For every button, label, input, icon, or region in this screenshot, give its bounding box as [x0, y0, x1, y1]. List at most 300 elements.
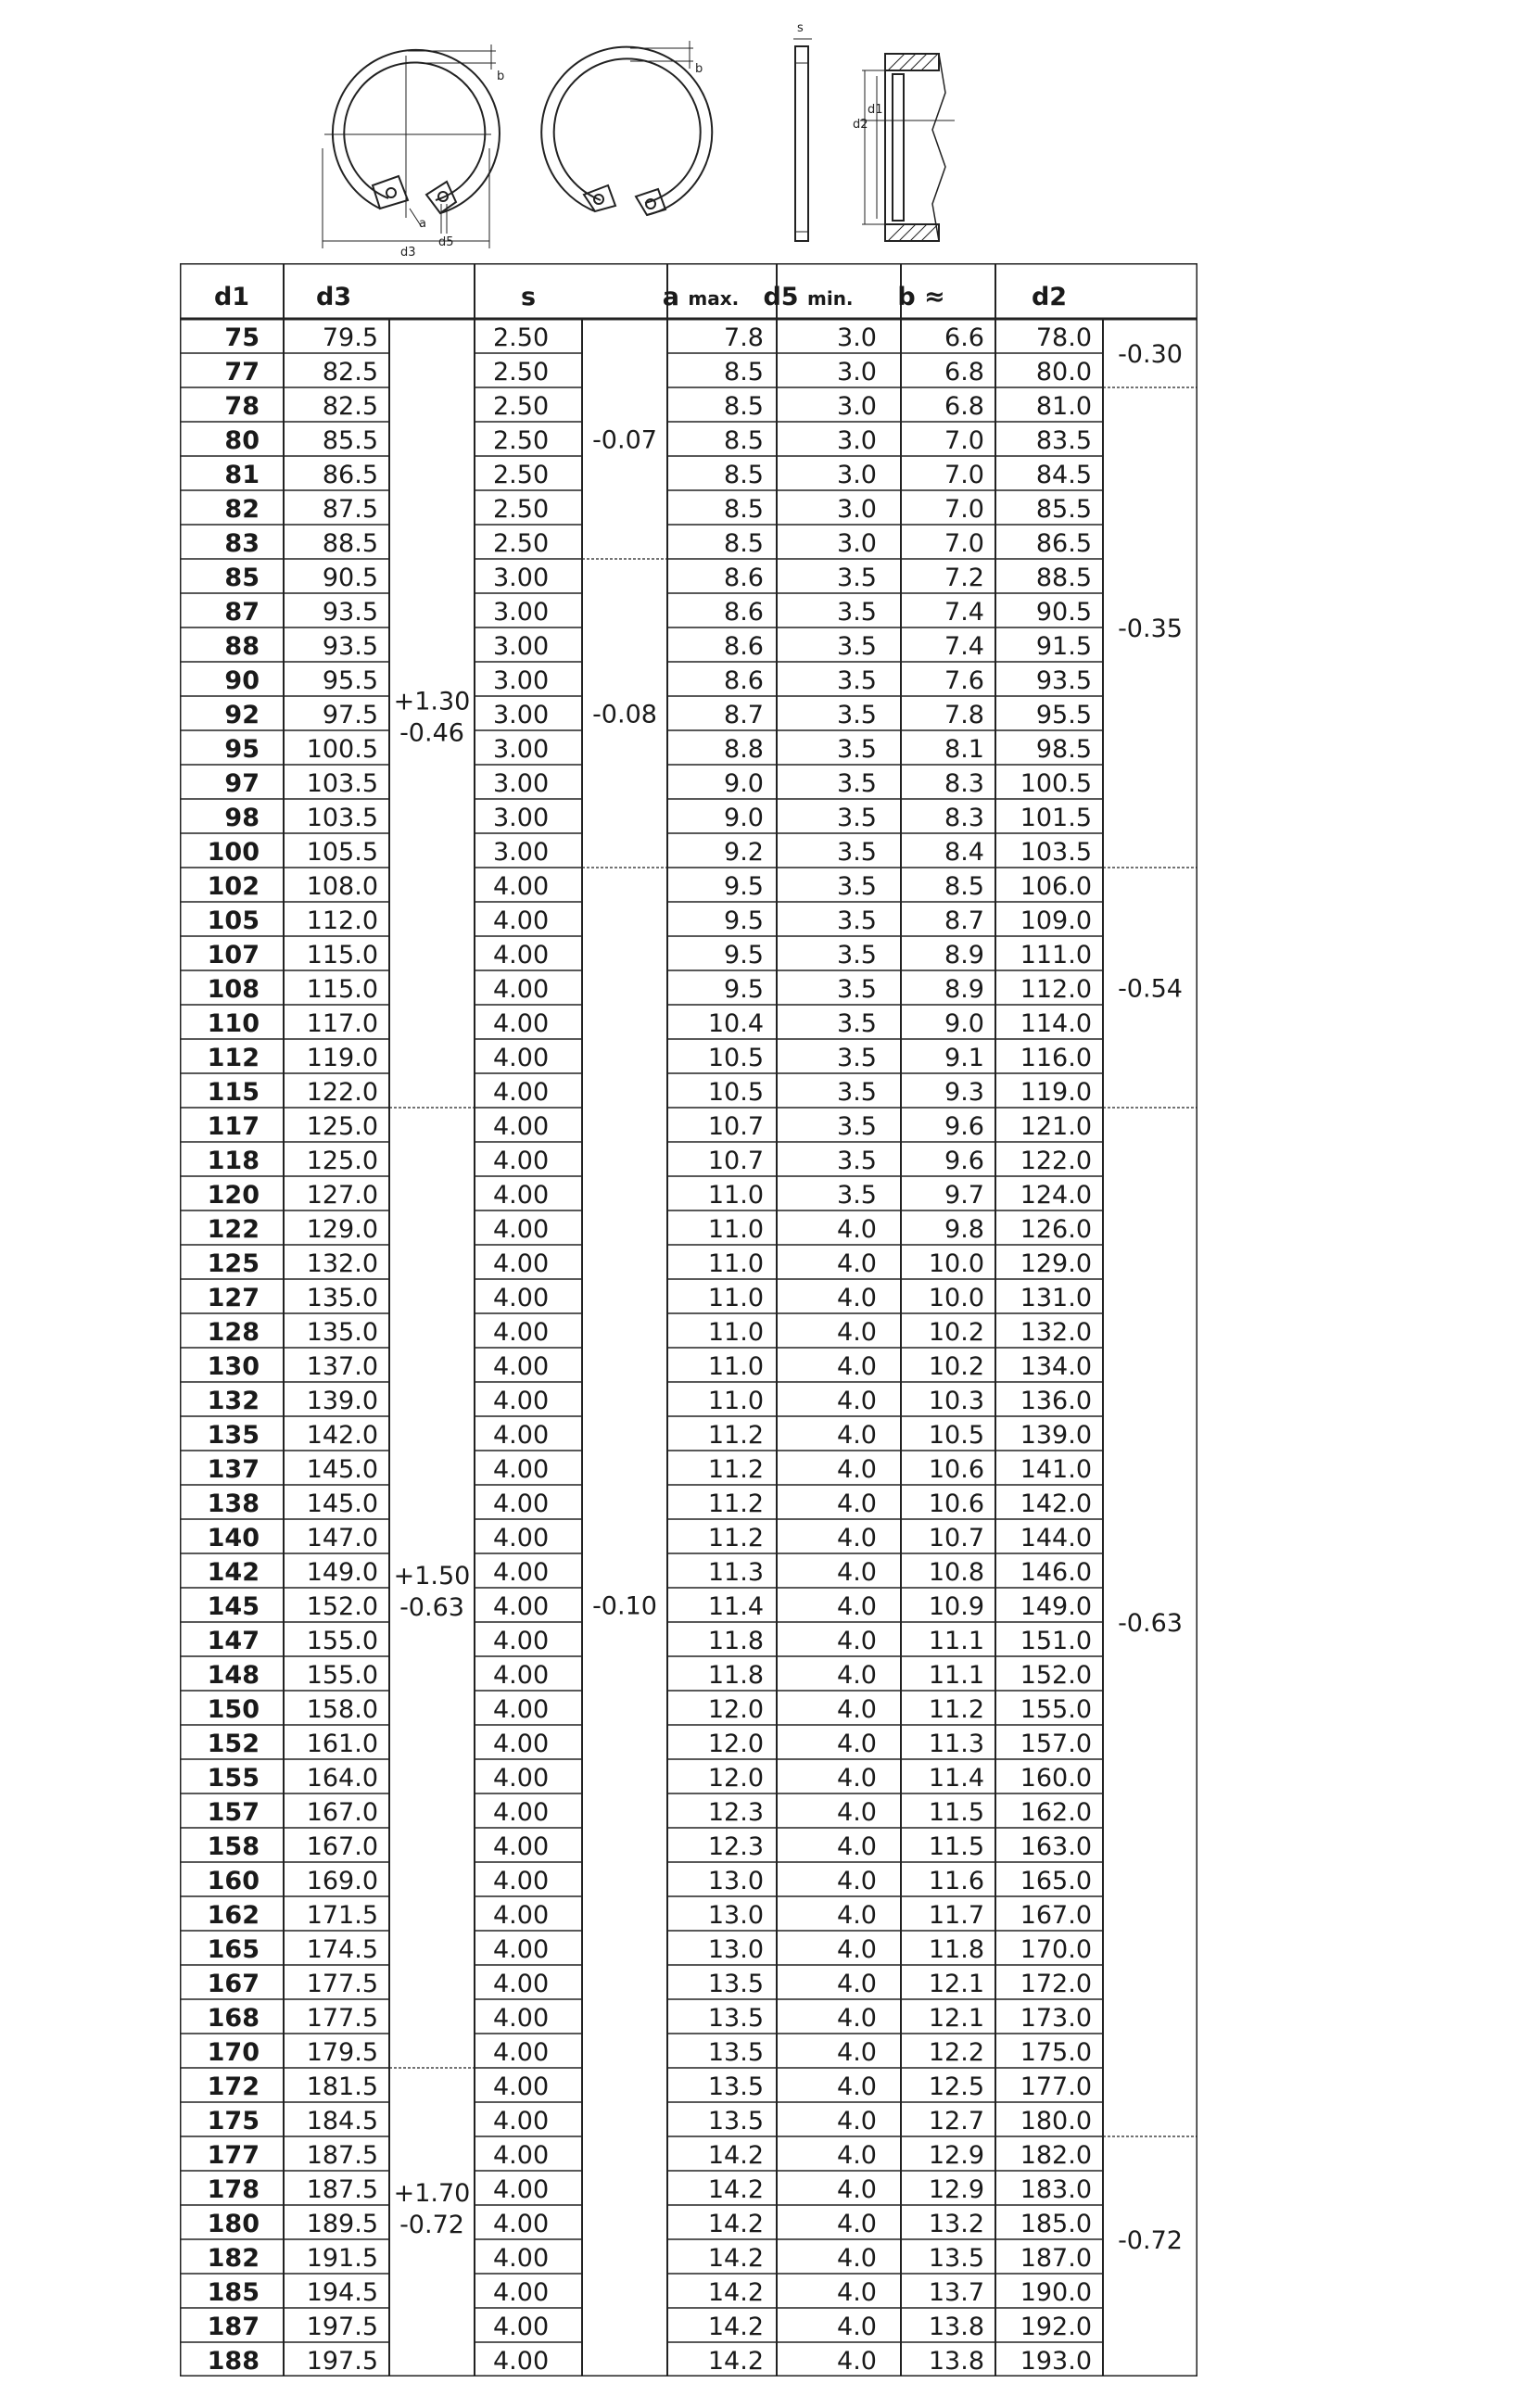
- cell-d3: 164.0: [306, 1763, 378, 1793]
- cell-d3: 86.5: [322, 460, 378, 489]
- cell-b: 8.5: [944, 871, 984, 901]
- cell-d3: 155.0: [306, 1626, 378, 1655]
- cell-d2: 78.0: [1035, 323, 1092, 352]
- cell-s: 4.00: [493, 1900, 550, 1930]
- cell-d1: 132: [207, 1386, 260, 1415]
- cell-d1: 81: [224, 460, 260, 489]
- cell-a-max: 9.5: [724, 906, 764, 935]
- cell-s: 4.00: [493, 1043, 550, 1072]
- cell-b: 9.8: [944, 1214, 984, 1244]
- cell-s: 3.00: [493, 734, 550, 764]
- cell-s: 4.00: [493, 2243, 550, 2273]
- cell-d1: 162: [207, 1900, 260, 1930]
- cell-a-max: 13.0: [707, 1866, 764, 1895]
- ring-installed-drawing: [541, 41, 712, 215]
- cell-a-max: 10.4: [707, 1008, 764, 1038]
- cell-b: 10.0: [928, 1283, 984, 1312]
- fig1-label-b: b: [497, 70, 505, 83]
- cell-b: 13.2: [928, 2209, 984, 2238]
- cell-d2: 80.0: [1035, 357, 1092, 387]
- table-header: [214, 283, 1067, 311]
- cell-d5-min: 4.0: [837, 1386, 877, 1415]
- cell-a-max: 11.8: [707, 1660, 764, 1690]
- cell-d3: 187.5: [306, 2174, 378, 2204]
- cell-b: 7.0: [944, 494, 984, 524]
- cell-s: 4.00: [493, 906, 550, 935]
- cell-s: 4.00: [493, 2277, 550, 2307]
- cell-d1: 150: [207, 1694, 260, 1724]
- cell-b: 13.7: [928, 2277, 984, 2307]
- cell-a-max: 14.2: [707, 2346, 764, 2376]
- cell-a-max: 8.6: [724, 563, 764, 592]
- dimension-table: [180, 263, 1197, 2376]
- cell-d2: 85.5: [1035, 494, 1092, 524]
- cell-b: 6.6: [944, 323, 984, 352]
- cell-d3: 90.5: [322, 563, 378, 592]
- cell-d1: 165: [207, 1934, 260, 1964]
- cell-d3: 115.0: [306, 974, 378, 1004]
- tolerance-s: -0.10: [592, 1591, 657, 1621]
- cell-d1: 105: [207, 906, 260, 935]
- cell-d5-min: 4.0: [837, 1866, 877, 1895]
- cell-b: 9.3: [944, 1077, 984, 1107]
- cell-d5-min: 4.0: [837, 1489, 877, 1518]
- cell-d5-min: 3.5: [837, 597, 877, 627]
- cell-a-max: 8.7: [724, 700, 764, 729]
- cell-s: 4.00: [493, 1831, 550, 1861]
- cell-b: 9.0: [944, 1008, 984, 1038]
- cell-s: 4.00: [493, 1694, 550, 1724]
- cell-b: 8.3: [944, 803, 984, 832]
- tolerance-s: -0.08: [592, 700, 657, 729]
- cell-b: 8.7: [944, 906, 984, 935]
- cell-d1: 77: [224, 357, 260, 387]
- cell-d2: 119.0: [1020, 1077, 1092, 1107]
- cell-a-max: 12.3: [707, 1797, 764, 1827]
- cell-a-max: 11.2: [707, 1523, 764, 1553]
- cell-d2: 177.0: [1020, 2072, 1092, 2101]
- cell-d1: 180: [207, 2209, 260, 2238]
- cell-s: 4.00: [493, 1969, 550, 1998]
- cell-b: 6.8: [944, 357, 984, 387]
- cell-s: 4.00: [493, 1557, 550, 1587]
- header-b: b ≈: [897, 283, 945, 311]
- cell-s: 4.00: [493, 1146, 550, 1175]
- cell-b: 11.1: [928, 1660, 984, 1690]
- cell-b: 8.9: [944, 940, 984, 970]
- cell-d5-min: 3.5: [837, 768, 877, 798]
- cell-s: 4.00: [493, 1660, 550, 1690]
- cell-d1: 95: [224, 734, 260, 764]
- cell-d2: 136.0: [1020, 1386, 1092, 1415]
- cell-d3: 145.0: [306, 1454, 378, 1484]
- cell-d2: 141.0: [1020, 1454, 1092, 1484]
- cell-b: 9.1: [944, 1043, 984, 1072]
- cell-d3: 187.5: [306, 2140, 378, 2170]
- cell-s: 3.00: [493, 631, 550, 661]
- cell-d1: 107: [207, 940, 260, 970]
- fig2-label-b: b: [695, 62, 703, 76]
- cell-s: 4.00: [493, 2346, 550, 2376]
- tolerance-d3-upper: +1.30: [393, 687, 471, 716]
- cell-d3: 87.5: [322, 494, 378, 524]
- cell-a-max: 12.0: [707, 1763, 764, 1793]
- tolerance-d3-lower: -0.72: [399, 2211, 464, 2239]
- cell-b: 7.0: [944, 528, 984, 558]
- cell-b: 10.0: [928, 1248, 984, 1278]
- cell-d2: 98.5: [1035, 734, 1092, 764]
- cell-s: 4.00: [493, 1283, 550, 1312]
- cell-a-max: 9.5: [724, 940, 764, 970]
- cell-s: 2.50: [493, 528, 550, 558]
- cell-d1: 92: [224, 700, 260, 729]
- cell-d1: 127: [207, 1283, 260, 1312]
- cell-d1: 170: [207, 2037, 260, 2067]
- cell-d2: 134.0: [1020, 1351, 1092, 1381]
- cell-d2: 167.0: [1020, 1900, 1092, 1930]
- cell-s: 4.00: [493, 1214, 550, 1244]
- cell-b: 11.6: [928, 1866, 984, 1895]
- cell-d2: 100.5: [1020, 768, 1092, 798]
- cell-d2: 109.0: [1020, 906, 1092, 935]
- cell-d5-min: 3.5: [837, 563, 877, 592]
- cell-d2: 121.0: [1020, 1111, 1092, 1141]
- cell-a-max: 11.0: [707, 1351, 764, 1381]
- cell-d3: 179.5: [306, 2037, 378, 2067]
- cell-d1: 125: [207, 1248, 260, 1278]
- cell-a-max: 14.2: [707, 2140, 764, 2170]
- cell-d1: 152: [207, 1729, 260, 1758]
- cell-d5-min: 4.0: [837, 1694, 877, 1724]
- cell-d5-min: 3.0: [837, 460, 877, 489]
- cell-b: 12.1: [928, 1969, 984, 1998]
- header-d1: d1: [213, 283, 250, 311]
- cell-s: 4.00: [493, 2106, 550, 2136]
- cell-d3: 105.5: [306, 837, 378, 867]
- fig4-label-d1: d1: [868, 103, 883, 117]
- cell-b: 7.6: [944, 665, 984, 695]
- cell-d3: 158.0: [306, 1694, 378, 1724]
- cell-d2: 83.5: [1035, 425, 1092, 455]
- ring-drawings: [306, 19, 1084, 260]
- cell-d5-min: 4.0: [837, 1591, 877, 1621]
- cell-d5-min: 3.5: [837, 1180, 877, 1210]
- cell-d1: 88: [224, 631, 260, 661]
- cell-d3: 184.5: [306, 2106, 378, 2136]
- cell-d5-min: 4.0: [837, 2209, 877, 2238]
- cell-d3: 112.0: [306, 906, 378, 935]
- cell-d5-min: 3.0: [837, 323, 877, 352]
- cell-a-max: 11.0: [707, 1248, 764, 1278]
- cell-b: 11.8: [928, 1934, 984, 1964]
- cell-a-max: 11.0: [707, 1283, 764, 1312]
- header-d3: d3: [315, 283, 352, 311]
- cell-d5-min: 3.0: [837, 391, 877, 421]
- cell-d2: 124.0: [1020, 1180, 1092, 1210]
- cell-b: 7.0: [944, 425, 984, 455]
- cell-b: 11.2: [928, 1694, 984, 1724]
- cell-s: 4.00: [493, 1797, 550, 1827]
- cell-d3: 103.5: [306, 803, 378, 832]
- cell-d3: 115.0: [306, 940, 378, 970]
- cell-d2: 116.0: [1020, 1043, 1092, 1072]
- cell-b: 6.8: [944, 391, 984, 421]
- cell-d1: 120: [207, 1180, 260, 1210]
- cell-d5-min: 4.0: [837, 1729, 877, 1758]
- cell-d2: 81.0: [1035, 391, 1092, 421]
- cell-d5-min: 4.0: [837, 1626, 877, 1655]
- cell-d1: 122: [207, 1214, 260, 1244]
- cell-d1: 130: [207, 1351, 260, 1381]
- cell-a-max: 8.5: [724, 528, 764, 558]
- groove-hatching: [888, 54, 938, 241]
- cell-d1: 160: [207, 1866, 260, 1895]
- cell-s: 4.00: [493, 1420, 550, 1450]
- cell-d5-min: 4.0: [837, 1797, 877, 1827]
- cell-a-max: 14.2: [707, 2174, 764, 2204]
- cell-b: 11.1: [928, 1626, 984, 1655]
- cell-d3: 135.0: [306, 1317, 378, 1347]
- cell-d2: 111.0: [1020, 940, 1092, 970]
- cell-d5-min: 3.5: [837, 871, 877, 901]
- cell-a-max: 8.5: [724, 391, 764, 421]
- cell-d3: 145.0: [306, 1489, 378, 1518]
- cell-d1: 83: [224, 528, 260, 558]
- cell-d2: 151.0: [1020, 1626, 1092, 1655]
- tolerance-d3-upper: +1.70: [393, 2179, 471, 2208]
- cell-d5-min: 4.0: [837, 1317, 877, 1347]
- cell-a-max: 8.6: [724, 665, 764, 695]
- cell-b: 7.0: [944, 460, 984, 489]
- cell-d2: 106.0: [1020, 871, 1092, 901]
- cell-b: 9.6: [944, 1146, 984, 1175]
- cell-b: 12.1: [928, 2003, 984, 2033]
- cell-s: 2.50: [493, 323, 550, 352]
- cell-d5-min: 4.0: [837, 1248, 877, 1278]
- cell-s: 4.00: [493, 974, 550, 1004]
- cell-d5-min: 4.0: [837, 2243, 877, 2273]
- cell-d5-min: 4.0: [837, 1831, 877, 1861]
- cell-b: 8.3: [944, 768, 984, 798]
- cell-d1: 118: [207, 1146, 260, 1175]
- cell-d5-min: 4.0: [837, 2140, 877, 2170]
- cell-s: 4.00: [493, 1729, 550, 1758]
- cell-d5-min: 3.0: [837, 528, 877, 558]
- cell-d3: 177.5: [306, 2003, 378, 2033]
- cell-d3: 125.0: [306, 1111, 378, 1141]
- cell-d3: 127.0: [306, 1180, 378, 1210]
- tolerance-d3-upper: +1.50: [393, 1562, 471, 1591]
- cell-b: 10.9: [928, 1591, 984, 1621]
- cell-b: 8.1: [944, 734, 984, 764]
- tolerance-d2: -0.35: [1118, 615, 1183, 643]
- cell-d3: 119.0: [306, 1043, 378, 1072]
- cell-d1: 102: [207, 871, 260, 901]
- cell-s: 2.50: [493, 494, 550, 524]
- cell-d1: 157: [207, 1797, 260, 1827]
- cell-b: 7.4: [944, 597, 984, 627]
- cell-b: 7.4: [944, 631, 984, 661]
- cell-b: 11.3: [928, 1729, 984, 1758]
- groove-section-drawing: [860, 54, 955, 241]
- cell-d2: 86.5: [1035, 528, 1092, 558]
- cell-a-max: 13.5: [707, 1969, 764, 1998]
- cell-d3: 129.0: [306, 1214, 378, 1244]
- cell-d5-min: 4.0: [837, 1557, 877, 1587]
- cell-b: 10.3: [928, 1386, 984, 1415]
- header-a-max: a max.: [662, 283, 740, 311]
- cell-d2: 175.0: [1020, 2037, 1092, 2067]
- cell-d5-min: 4.0: [837, 2277, 877, 2307]
- cell-d1: 108: [207, 974, 260, 1004]
- cell-d5-min: 4.0: [837, 1934, 877, 1964]
- cell-s: 4.00: [493, 1866, 550, 1895]
- cell-d5-min: 4.0: [837, 1283, 877, 1312]
- cell-d3: 135.0: [306, 1283, 378, 1312]
- cell-d1: 188: [207, 2346, 260, 2376]
- cell-d2: 170.0: [1020, 1934, 1092, 1964]
- cell-d5-min: 4.0: [837, 2312, 877, 2341]
- cell-d3: 88.5: [322, 528, 378, 558]
- cell-d1: 142: [207, 1557, 260, 1587]
- cell-d5-min: 4.0: [837, 2072, 877, 2101]
- cell-d1: 98: [224, 803, 260, 832]
- cell-d1: 187: [207, 2312, 260, 2341]
- cell-a-max: 11.0: [707, 1214, 764, 1244]
- cell-s: 4.00: [493, 2140, 550, 2170]
- cell-d2: 122.0: [1020, 1146, 1092, 1175]
- ring-front-view-drawing: [323, 44, 500, 248]
- cell-d1: 140: [207, 1523, 260, 1553]
- cell-d2: 103.5: [1020, 837, 1092, 867]
- cell-a-max: 11.2: [707, 1420, 764, 1450]
- cell-d2: 187.0: [1020, 2243, 1092, 2273]
- cell-b: 11.5: [928, 1831, 984, 1861]
- cell-d3: 194.5: [306, 2277, 378, 2307]
- cell-d2: 112.0: [1020, 974, 1092, 1004]
- cell-b: 13.5: [928, 2243, 984, 2273]
- cell-a-max: 14.2: [707, 2209, 764, 2238]
- cell-d2: 157.0: [1020, 1729, 1092, 1758]
- cell-d3: 125.0: [306, 1146, 378, 1175]
- cell-d3: 191.5: [306, 2243, 378, 2273]
- cell-s: 3.00: [493, 837, 550, 867]
- cell-d5-min: 4.0: [837, 1969, 877, 1998]
- cell-d5-min: 4.0: [837, 1214, 877, 1244]
- cell-d5-min: 3.5: [837, 631, 877, 661]
- cell-d3: 132.0: [306, 1248, 378, 1278]
- cell-b: 10.2: [928, 1351, 984, 1381]
- cell-a-max: 11.2: [707, 1489, 764, 1518]
- fig1-label-d5: d5: [438, 235, 454, 249]
- cell-d1: 175: [207, 2106, 260, 2136]
- cell-d1: 100: [207, 837, 260, 867]
- cell-a-max: 14.2: [707, 2277, 764, 2307]
- cell-s: 2.50: [493, 357, 550, 387]
- cell-d3: 139.0: [306, 1386, 378, 1415]
- cell-s: 4.00: [493, 2312, 550, 2341]
- cell-d2: 93.5: [1035, 665, 1092, 695]
- cell-d1: 158: [207, 1831, 260, 1861]
- cell-s: 4.00: [493, 1489, 550, 1518]
- cell-d3: 122.0: [306, 1077, 378, 1107]
- cell-d3: 108.0: [306, 871, 378, 901]
- cell-d2: 131.0: [1020, 1283, 1092, 1312]
- cell-d5-min: 3.5: [837, 837, 877, 867]
- cell-d1: 172: [207, 2072, 260, 2101]
- cell-d3: 85.5: [322, 425, 378, 455]
- cell-a-max: 10.7: [707, 1111, 764, 1141]
- cell-d3: 137.0: [306, 1351, 378, 1381]
- cell-b: 13.8: [928, 2346, 984, 2376]
- fig1-label-a: a: [419, 217, 426, 231]
- cell-b: 8.4: [944, 837, 984, 867]
- cell-a-max: 11.0: [707, 1317, 764, 1347]
- cell-d1: 155: [207, 1763, 260, 1793]
- cell-d5-min: 4.0: [837, 1900, 877, 1930]
- cell-s: 3.00: [493, 665, 550, 695]
- cell-s: 4.00: [493, 1626, 550, 1655]
- cell-d1: 177: [207, 2140, 260, 2170]
- cell-s: 4.00: [493, 2037, 550, 2067]
- cell-d5-min: 4.0: [837, 1351, 877, 1381]
- cell-a-max: 8.6: [724, 631, 764, 661]
- cell-d2: 101.5: [1020, 803, 1092, 832]
- cell-d3: 93.5: [322, 597, 378, 627]
- cell-d5-min: 3.5: [837, 1146, 877, 1175]
- cell-b: 10.6: [928, 1489, 984, 1518]
- tolerance-d2: -0.72: [1118, 2226, 1183, 2255]
- cell-s: 4.00: [493, 1386, 550, 1415]
- cell-b: 9.6: [944, 1111, 984, 1141]
- cell-d2: 126.0: [1020, 1214, 1092, 1244]
- cell-d3: 167.0: [306, 1797, 378, 1827]
- cell-d5-min: 3.5: [837, 906, 877, 935]
- ring-side-view-drawing: [793, 39, 812, 241]
- cell-s: 4.00: [493, 1248, 550, 1278]
- cell-d2: 173.0: [1020, 2003, 1092, 2033]
- cell-a-max: 9.0: [724, 768, 764, 798]
- cell-b: 7.8: [944, 700, 984, 729]
- cell-d2: 155.0: [1020, 1694, 1092, 1724]
- cell-d3: 197.5: [306, 2346, 378, 2376]
- cell-d2: 193.0: [1020, 2346, 1092, 2376]
- cell-d3: 189.5: [306, 2209, 378, 2238]
- cell-d3: 197.5: [306, 2312, 378, 2341]
- cell-d3: 147.0: [306, 1523, 378, 1553]
- cell-d3: 177.5: [306, 1969, 378, 1998]
- cell-d1: 90: [224, 665, 260, 695]
- cell-d5-min: 4.0: [837, 1523, 877, 1553]
- cell-d1: 80: [224, 425, 260, 455]
- cell-a-max: 13.5: [707, 2003, 764, 2033]
- cell-s: 4.00: [493, 1523, 550, 1553]
- cell-d3: 97.5: [322, 700, 378, 729]
- cell-d5-min: 3.5: [837, 940, 877, 970]
- cell-d2: 91.5: [1035, 631, 1092, 661]
- cell-d5-min: 3.5: [837, 1008, 877, 1038]
- cell-d3: 161.0: [306, 1729, 378, 1758]
- cell-s: 2.50: [493, 460, 550, 489]
- cell-d3: 155.0: [306, 1660, 378, 1690]
- cell-b: 12.5: [928, 2072, 984, 2101]
- cell-b: 12.7: [928, 2106, 984, 2136]
- cell-d2: 152.0: [1020, 1660, 1092, 1690]
- cell-b: 10.7: [928, 1523, 984, 1553]
- cell-d2: 183.0: [1020, 2174, 1092, 2204]
- cell-a-max: 12.0: [707, 1694, 764, 1724]
- cell-d2: 190.0: [1020, 2277, 1092, 2307]
